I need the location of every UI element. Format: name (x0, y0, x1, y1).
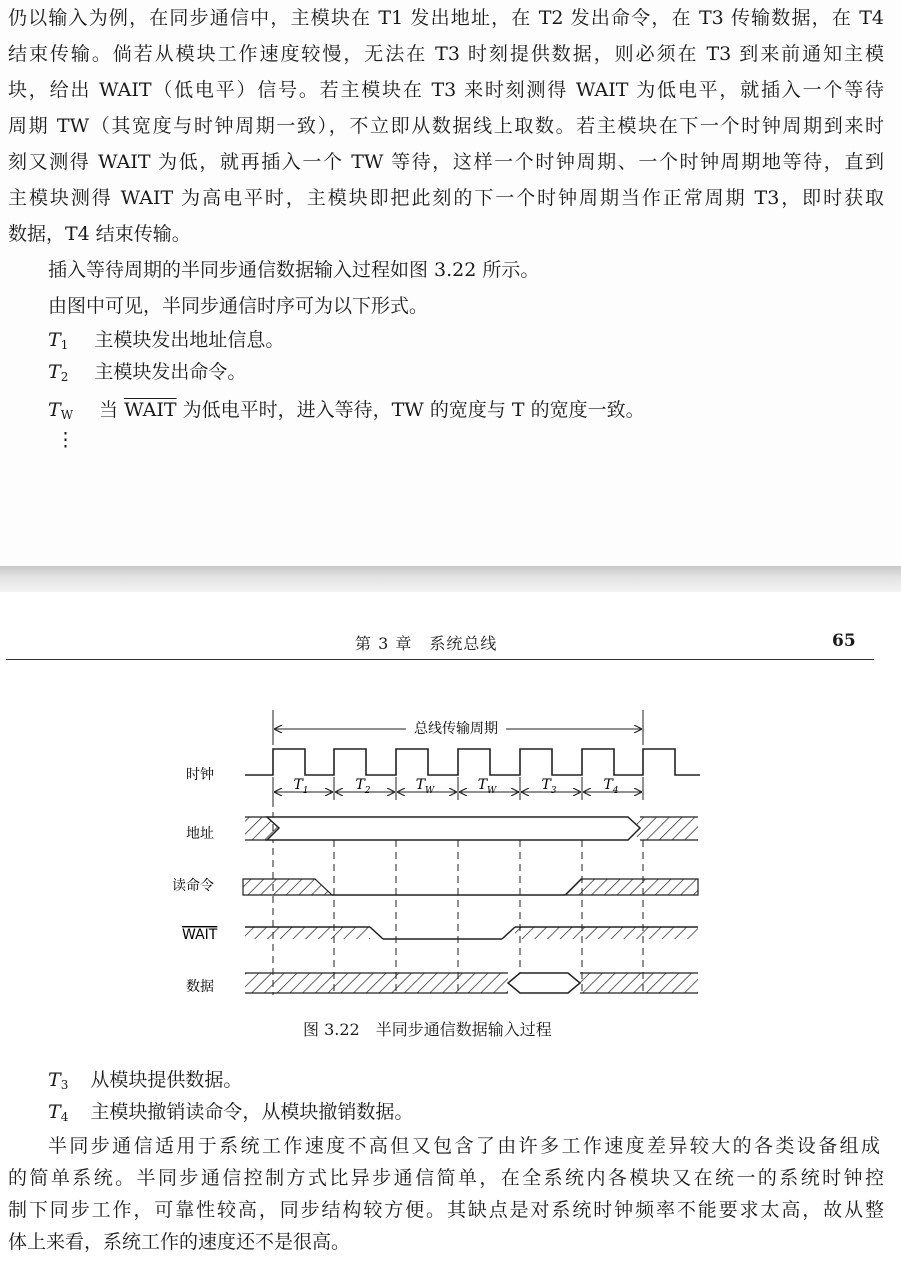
bottom-para-line-1: 半同步通信适用于系统工作速度不高但又包含了由许多工作速度差异较大的各类设备组成 (48, 1135, 880, 1157)
header-rule (6, 659, 874, 660)
step-t4-symbol: T (48, 1101, 61, 1123)
period-label-6: $T_4$ (603, 777, 619, 796)
page-number: 65 (832, 631, 856, 651)
label-data: 数据 (186, 979, 214, 995)
step-t4 (48, 1100, 413, 1124)
para1-line-4: 周期 TW（其宽度与时钟周期一致），不立即从数据线上取数。若主模块在下一个时钟周期到来时 (8, 115, 884, 137)
para1-line-5: 刻又测得 WAIT 为低，就再插入一个 TW 等待，这样一个时钟周期、一个时钟周期地等待，直到 (8, 151, 884, 173)
period-label-1: $T_1$ (293, 777, 309, 796)
step-t2 (48, 360, 246, 384)
step-t3 (48, 1068, 242, 1092)
step-tw-pre: 当 (99, 399, 119, 421)
step-t4-text: 主模块撤销读命令，从模块撤销数据。 (90, 1101, 414, 1123)
para2: 插入等待周期的半同步通信数据输入过程如图 3.22 所示。 (48, 259, 540, 281)
bottom-para-line-4: 体上来看，系统工作的速度还不是很高。 (8, 1231, 351, 1253)
timing-diagram (170, 705, 710, 1005)
step-t2-sub: 2 (60, 370, 69, 384)
label-wait: WAIT (182, 927, 218, 943)
data-wave (245, 973, 698, 993)
step-tw (48, 398, 645, 422)
step-tw-symbol: T (48, 399, 61, 421)
step-t2-text: 主模块发出命令。 (94, 361, 247, 383)
label-address: 地址 (186, 826, 214, 842)
bottom-para-line-2: 的简单系统。半同步通信控制方式比异步通信简单，在全系统内各模块又在统一的系统时钟控 (8, 1167, 884, 1189)
step-t4-sub: 4 (60, 1110, 69, 1124)
period-label-5: $T_3$ (541, 777, 557, 796)
para1-line-7: 数据，T4 结束传输。 (8, 223, 191, 245)
page-separator (0, 566, 901, 592)
step-tw-text: 为低电平时，进入等待，TW 的宽度与 T 的宽度一致。 (182, 399, 645, 421)
period-label-4: $T_W$ (477, 777, 497, 796)
address-wave (245, 817, 698, 840)
label-read: 读命令 (172, 878, 214, 894)
para3: 由图中可见，半同步通信时序可为以下形式。 (48, 295, 429, 317)
step-tw-wait: WAIT (124, 399, 177, 421)
step-t2-symbol: T (48, 361, 61, 383)
figure-caption: 图 3.22 半同步通信数据输入过程 (303, 1020, 552, 1039)
running-header: 第 3 章 系统总线 (355, 634, 498, 653)
para1-line-2: 结束传输。倘若从模块工作速度较慢，无法在 T3 时刻提供数据，则必须在 T3 到来前通知主模 (8, 43, 884, 65)
step-t1-sub: 1 (60, 338, 69, 352)
wait-wave (245, 927, 698, 939)
step-t1-text: 主模块发出地址信息。 (94, 329, 285, 351)
para1-line-1: 仍以输入为例，在同步通信中，主模块在 T1 发出地址，在 T2 发出命令，在 T3 传输数据，在 T4 (8, 7, 884, 29)
period-label-3: $T_W$ (415, 777, 435, 796)
step-t1-symbol: T (48, 329, 61, 351)
bottom-para-line-3: 制下同步工作，可靠性较高，同步结构较方便。其缺点是对系统时钟频率不能要求太高，故从整 (8, 1199, 884, 1221)
step-tw-sub: W (60, 408, 74, 422)
para1-line-3: 块，给出 WAIT（低电平）信号。若主模块在 T3 来时刻测得 WAIT 为低电平，就插入一个等待 (8, 79, 884, 101)
span-label: 总线传输周期 (414, 721, 498, 737)
ellipsis: ⋮ (56, 429, 75, 451)
label-clock: 时钟 (186, 767, 214, 783)
clock-wave (245, 749, 700, 775)
period-label-2: $T_2$ (355, 777, 371, 796)
step-t1 (48, 328, 284, 352)
read-command-wave (243, 879, 698, 895)
step-t3-text: 从模块提供数据。 (90, 1069, 243, 1091)
para1-line-6: 主模块测得 WAIT 为高电平时，主模块即把此刻的下一个时钟周期当作正常周期 T3，即时获取 (8, 187, 884, 209)
step-t3-symbol: T (48, 1069, 61, 1091)
step-t3-sub: 3 (60, 1078, 69, 1092)
